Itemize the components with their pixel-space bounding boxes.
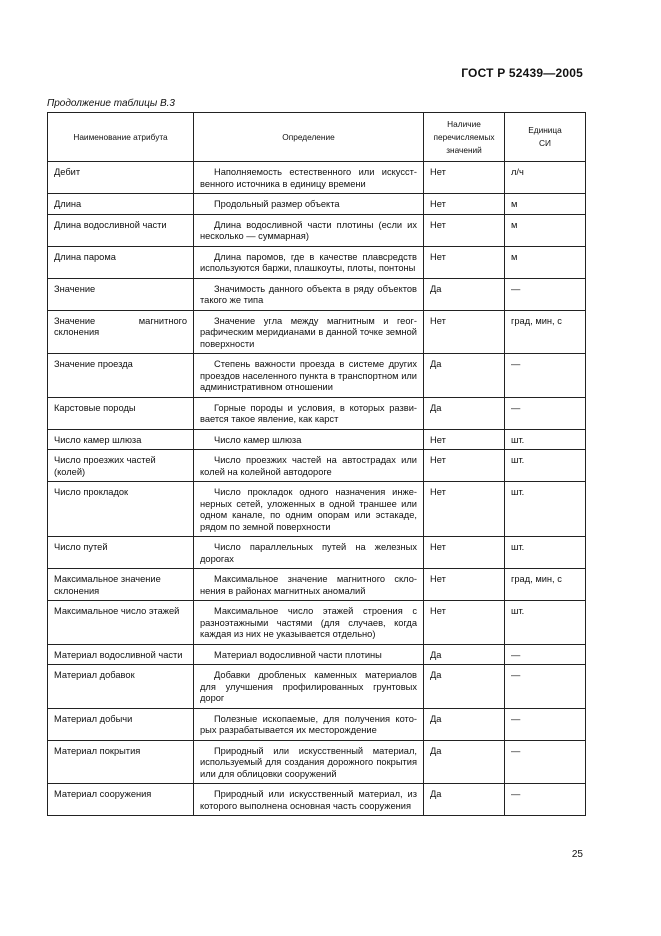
attribute-unit: град, мин, с xyxy=(505,310,586,354)
attribute-definition: Природный или искусственный материал, используемый для создания дорожного покрытия или для облицовки сооружений xyxy=(194,740,424,784)
attribute-name: Материал водосливной части xyxy=(48,644,194,665)
attribute-enum: Да xyxy=(424,740,505,784)
attribute-name: Число прокладок xyxy=(48,482,194,537)
attribute-enum: Да xyxy=(424,784,505,816)
attribute-unit: шт. xyxy=(505,537,586,569)
document-id: ГОСТ Р 52439—2005 xyxy=(461,66,583,80)
attribute-name: Число камер шлюза xyxy=(48,429,194,450)
attribute-unit: — xyxy=(505,397,586,429)
table-row xyxy=(48,162,586,194)
attribute-enum: Да xyxy=(424,644,505,665)
attribute-unit: м xyxy=(505,246,586,278)
attribute-name: Число проезжих частей (колей) xyxy=(48,450,194,482)
attribute-name: Значение магнитного склонения xyxy=(48,310,194,354)
attribute-name: Значение проезда xyxy=(48,354,194,398)
attribute-unit: — xyxy=(505,354,586,398)
attribute-definition: Природный или искусственный материал, из которого выполнена основная часть сооружения xyxy=(194,784,424,816)
table-row xyxy=(48,354,586,398)
attribute-enum: Нет xyxy=(424,429,505,450)
header-enum-line3: значений xyxy=(446,144,482,155)
attribute-name: Материал добычи xyxy=(48,708,194,740)
page-number: 25 xyxy=(571,849,583,860)
table-row xyxy=(48,310,586,354)
attribute-name: Материал покрытия xyxy=(48,740,194,784)
table-row xyxy=(48,784,586,816)
attribute-definition: Длина паромов, где в качестве плавсредств используются баржи, плашкоуты, плоты, понтоны xyxy=(194,246,424,278)
attribute-enum: Нет xyxy=(424,601,505,645)
table-row xyxy=(48,708,586,740)
attribute-unit: — xyxy=(505,708,586,740)
table-header-row xyxy=(48,113,586,162)
attribute-definition: Число проезжих частей на автострадах или колей на колейной автодороге xyxy=(194,450,424,482)
attribute-enum: Да xyxy=(424,708,505,740)
table-row xyxy=(48,450,586,482)
attribute-unit: — xyxy=(505,665,586,709)
header-enum xyxy=(424,113,505,162)
table-row xyxy=(48,194,586,215)
table-row xyxy=(48,644,586,665)
attribute-enum: Да xyxy=(424,278,505,310)
attribute-definition: Горные породы и условия, в которых развивается такое явление, как карст xyxy=(194,397,424,429)
attribute-unit: м xyxy=(505,214,586,246)
header-unit-line2: СИ xyxy=(539,138,551,148)
attribute-definition: Наполняемость естественного или искусственного источника в единицу времени xyxy=(194,162,424,194)
header-definition: Определение xyxy=(194,113,424,162)
attribute-definition: Продольный размер объекта xyxy=(194,194,424,215)
table-caption: Продолжение таблицы В.3 xyxy=(47,98,175,109)
attribute-definition: Максимальное значение магнитного склонения в районах магнитных аномалий xyxy=(194,569,424,601)
attribute-name: Длина парома xyxy=(48,246,194,278)
attribute-enum: Нет xyxy=(424,162,505,194)
attribute-enum: Да xyxy=(424,397,505,429)
header-enum-line2: перечисляемых xyxy=(433,131,495,142)
header-name: Наименование атрибута xyxy=(48,113,194,162)
attribute-name: Материал сооружения xyxy=(48,784,194,816)
attribute-enum: Нет xyxy=(424,214,505,246)
attribute-name: Материал добавок xyxy=(48,665,194,709)
attribute-definition: Максимальное число этажей строения с разноэтажными частями (для случаев, когда каждая из них не указывается отдельно) xyxy=(194,601,424,645)
attribute-unit: л/ч xyxy=(505,162,586,194)
attribute-name: Карстовые породы xyxy=(48,397,194,429)
attributes-table xyxy=(47,112,586,816)
attribute-unit: град, мин, с xyxy=(505,569,586,601)
header-enum-line1: Наличие xyxy=(447,118,481,129)
attribute-enum: Нет xyxy=(424,482,505,537)
attribute-enum: Нет xyxy=(424,194,505,215)
attribute-enum: Да xyxy=(424,665,505,709)
attribute-unit: м xyxy=(505,194,586,215)
attribute-enum: Нет xyxy=(424,450,505,482)
table-row xyxy=(48,278,586,310)
attribute-enum: Да xyxy=(424,354,505,398)
table-row xyxy=(48,429,586,450)
header-unit xyxy=(505,113,586,162)
attribute-definition: Число параллельных путей на железных дорогах xyxy=(194,537,424,569)
table-row xyxy=(48,601,586,645)
attribute-unit: — xyxy=(505,644,586,665)
attribute-unit: — xyxy=(505,278,586,310)
attribute-definition: Значение угла между магнитным и географическим меридианами в данной точке земной поверхности xyxy=(194,310,424,354)
table-row xyxy=(48,665,586,709)
attribute-definition: Значимость данного объекта в ряду объектов такого же типа xyxy=(194,278,424,310)
attribute-definition: Степень важности проезда в системе других проездов населенного пункта в транспортном или административном отношении xyxy=(194,354,424,398)
table-row xyxy=(48,569,586,601)
table-row xyxy=(48,246,586,278)
attribute-name: Максимальное число этажей xyxy=(48,601,194,645)
attribute-name: Максимальное значение склонения xyxy=(48,569,194,601)
attribute-name: Длина водосливной части xyxy=(48,214,194,246)
attribute-unit: шт. xyxy=(505,450,586,482)
attribute-unit: — xyxy=(505,784,586,816)
attribute-enum: Нет xyxy=(424,246,505,278)
attribute-definition: Длина водосливной части плотины (если их несколько — суммарная) xyxy=(194,214,424,246)
attribute-name: Дебит xyxy=(48,162,194,194)
attribute-definition: Число прокладок одного назначения инженерных сетей, уложенных в одной траншее или одном канале, по одним опорам или эстакаде, рядом по земной поверхности xyxy=(194,482,424,537)
attribute-name: Длина xyxy=(48,194,194,215)
attribute-name: Значение xyxy=(48,278,194,310)
attribute-enum: Нет xyxy=(424,310,505,354)
table-row xyxy=(48,214,586,246)
attribute-enum: Нет xyxy=(424,569,505,601)
table-row xyxy=(48,397,586,429)
table-row xyxy=(48,740,586,784)
attribute-unit: шт. xyxy=(505,429,586,450)
attribute-definition: Полезные ископаемые, для получения которых разрабатывается их месторождение xyxy=(194,708,424,740)
attribute-enum: Нет xyxy=(424,537,505,569)
table-row xyxy=(48,537,586,569)
attribute-definition: Добавки дробленых каменных материалов для улучшения профилированных грунтовых дорог xyxy=(194,665,424,709)
table-row xyxy=(48,482,586,537)
attribute-unit: шт. xyxy=(505,601,586,645)
attribute-definition: Материал водосливной части плотины xyxy=(194,644,424,665)
attribute-definition: Число камер шлюза xyxy=(194,429,424,450)
header-unit-line1: Единица xyxy=(528,125,562,135)
attribute-unit: шт. xyxy=(505,482,586,537)
attribute-name: Число путей xyxy=(48,537,194,569)
attribute-unit: — xyxy=(505,740,586,784)
